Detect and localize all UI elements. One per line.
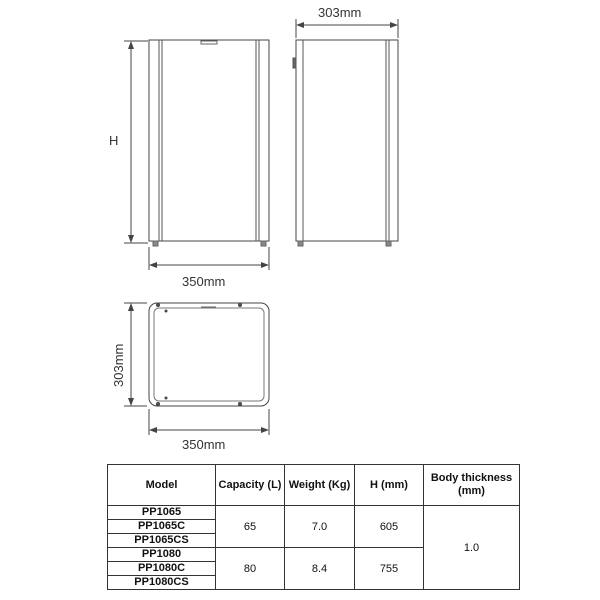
- top-width-label: 350mm: [182, 437, 226, 452]
- capacity-cell: 65: [216, 506, 285, 548]
- model-cell: PP1065CS: [108, 534, 216, 548]
- front-view: [149, 40, 269, 246]
- capacity-cell: 80: [216, 548, 285, 590]
- header-capacity: Capacity (L): [216, 465, 285, 506]
- header-model: Model: [108, 465, 216, 506]
- front-width-dimension: [149, 247, 269, 270]
- side-view: [293, 40, 398, 246]
- side-depth-dimension: [296, 19, 398, 38]
- h-cell: 755: [355, 548, 424, 590]
- thickness-cell: 1.0: [424, 506, 520, 590]
- model-cell: PP1080CS: [108, 576, 216, 590]
- model-cell: PP1080: [108, 548, 216, 562]
- model-cell: PP1065: [108, 506, 216, 520]
- table-header-row: [108, 465, 520, 506]
- weight-cell: 7.0: [285, 506, 355, 548]
- header-weight: Weight (Kg): [285, 465, 355, 506]
- weight-cell: 8.4: [285, 548, 355, 590]
- h-cell: 605: [355, 506, 424, 548]
- header-h: H (mm): [355, 465, 424, 506]
- header-thickness: Body thickness (mm): [424, 465, 520, 506]
- model-cell: PP1065C: [108, 520, 216, 534]
- height-dimension: [124, 41, 148, 243]
- front-width-label: 350mm: [182, 274, 226, 289]
- top-view: [149, 303, 269, 406]
- table-row: [108, 506, 520, 520]
- top-depth-label: 303mm: [111, 343, 126, 387]
- height-label: H: [109, 133, 119, 148]
- top-depth-dimension: [124, 303, 147, 406]
- side-depth-label: 303mm: [318, 5, 362, 20]
- top-width-dimension: [149, 409, 269, 435]
- model-cell: PP1080C: [108, 562, 216, 576]
- spec-table: [107, 464, 520, 590]
